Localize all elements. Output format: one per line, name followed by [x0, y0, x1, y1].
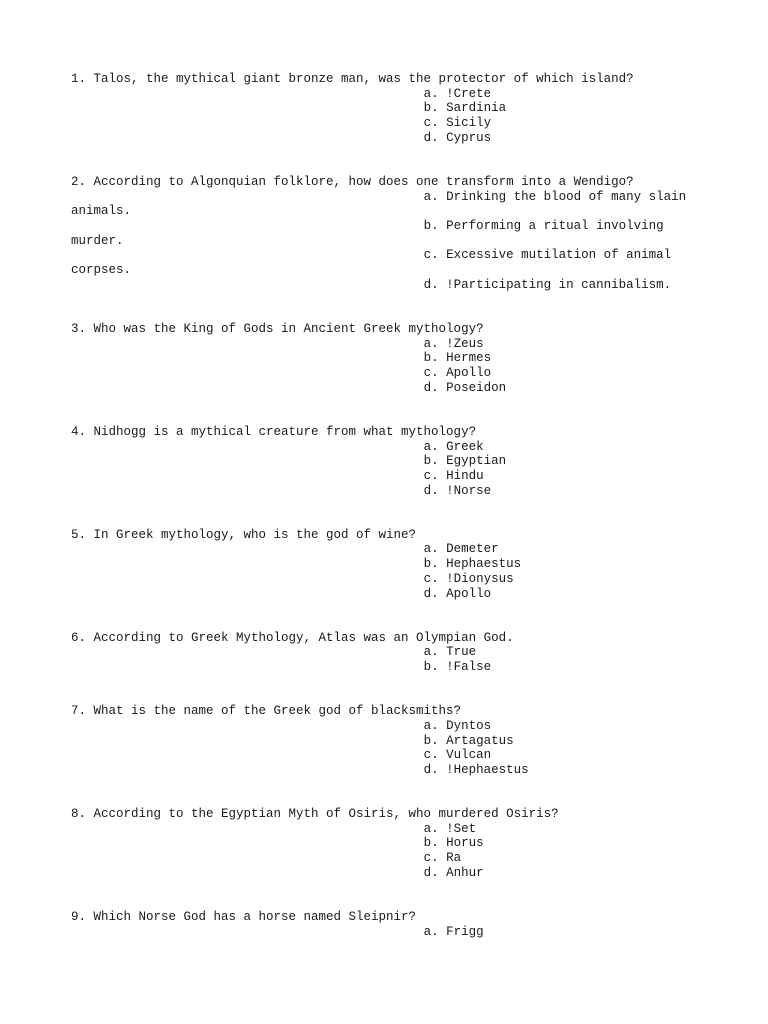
- answer-option: a. !Crete: [423, 86, 492, 101]
- answer-option: b. Hephaestus: [423, 557, 522, 572]
- answer-option: a. True: [423, 645, 477, 660]
- answer-option: a. Greek: [423, 439, 484, 454]
- question-1: [71, 72, 711, 146]
- answer-option: d. !Norse: [423, 483, 492, 498]
- answer-option: c. Sicily: [423, 116, 492, 131]
- answer-option: a. Drinking the blood of many slain animals.: [71, 189, 694, 219]
- answer-option: d. Poseidon: [423, 380, 507, 395]
- question-text: 8. According to the Egyptian Myth of Osiris, who murdered Osiris?: [71, 807, 559, 822]
- answer-option: a. Frigg: [423, 924, 484, 939]
- answer-option: c. Hindu: [423, 468, 484, 483]
- answer-option: d. Anhur: [423, 865, 484, 880]
- question-5: [71, 528, 711, 602]
- answer-option: c. Apollo: [423, 366, 492, 381]
- answer-option: d. Apollo: [423, 586, 492, 601]
- answer-option: b. Hermes: [423, 351, 492, 366]
- answer-option: b. Artagatus: [423, 733, 514, 748]
- answer-option: d. !Participating in cannibalism.: [423, 277, 672, 292]
- question-8: [71, 807, 711, 881]
- answer-option: a. Dyntos: [423, 718, 492, 733]
- answer-option: b. Horus: [423, 836, 484, 851]
- answer-option: c. Ra: [423, 851, 462, 866]
- question-text: 3. Who was the King of Gods in Ancient Greek mythology?: [71, 321, 484, 336]
- question-text: 6. According to Greek Mythology, Atlas was an Olympian God.: [71, 630, 514, 645]
- answer-option: b. Sardinia: [423, 101, 507, 116]
- answer-option: a. !Set: [423, 821, 477, 836]
- answer-option: b. Egyptian: [423, 454, 507, 469]
- question-text: 4. Nidhogg is a mythical creature from what mythology?: [71, 424, 477, 439]
- question-7: [71, 704, 711, 778]
- answer-option: b. Performing a ritual involving murder.: [71, 219, 672, 248]
- quiz-document: [71, 72, 711, 969]
- question-9: [71, 910, 711, 939]
- question-6: [71, 631, 711, 675]
- answer-option: c. Excessive mutilation of animal corpses.: [71, 248, 679, 278]
- question-text: 9. Which Norse God has a horse named Sleipnir?: [71, 909, 417, 924]
- answer-option: a. !Zeus: [423, 336, 484, 351]
- answer-option: d. Cyprus: [423, 130, 492, 145]
- question-text: 1. Talos, the mythical giant bronze man, was the protector of which island?: [71, 72, 634, 86]
- question-text: 7. What is the name of the Greek god of blacksmiths?: [71, 704, 462, 719]
- question-4: [71, 425, 711, 499]
- answer-option: a. Demeter: [423, 542, 499, 557]
- question-text: 5. In Greek mythology, who is the god of wine?: [71, 527, 417, 542]
- answer-option: c. !Dionysus: [423, 571, 514, 586]
- question-3: [71, 322, 711, 396]
- answer-option: b. !False: [423, 660, 492, 675]
- answer-option: d. !Hephaestus: [423, 762, 529, 777]
- question-2: [71, 175, 711, 293]
- answer-option: c. Vulcan: [423, 748, 492, 763]
- question-text: 2. According to Algonquian folklore, how does one transform into a Wendigo?: [71, 174, 634, 189]
